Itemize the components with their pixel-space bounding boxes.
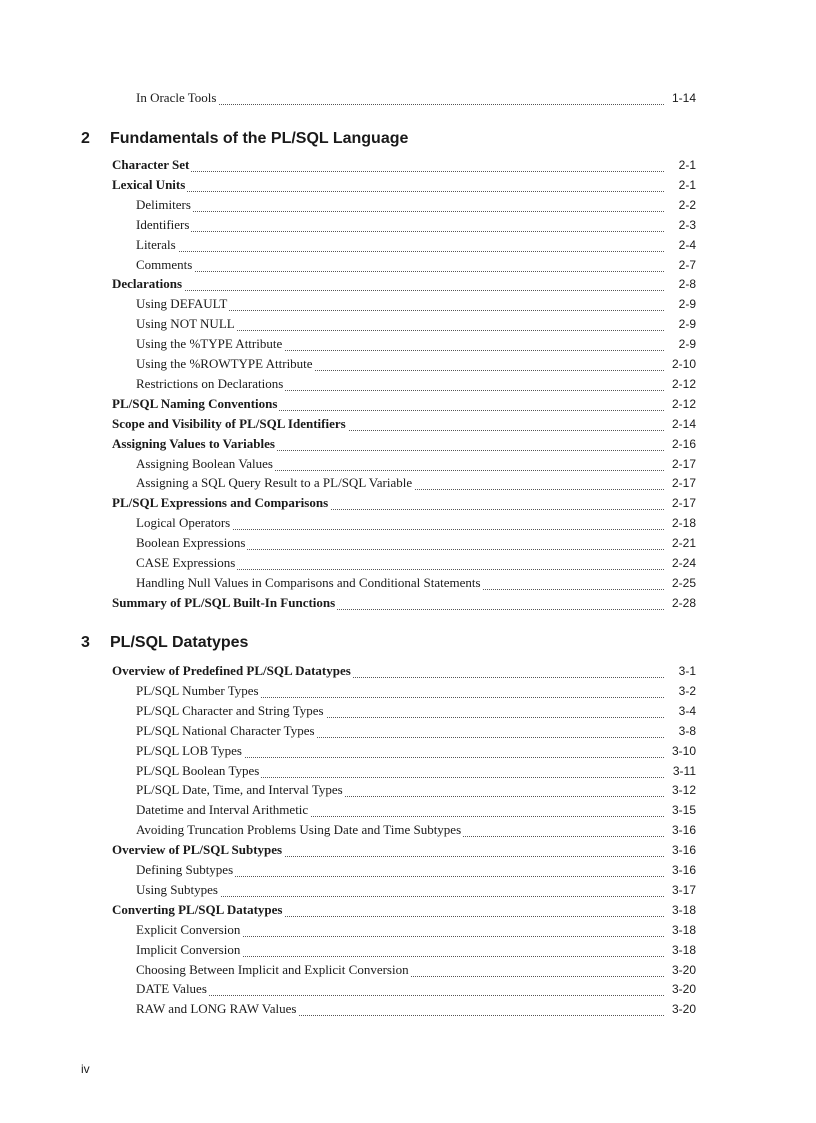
toc-entry-page: 2-2: [679, 195, 696, 215]
toc-entry-page: 2-9: [679, 314, 696, 334]
toc-entry[interactable]: [0, 741, 816, 761]
toc-entry-page: 3-16: [672, 840, 696, 860]
chapter-heading-3[interactable]: [0, 630, 816, 656]
toc-entry-page: 2-17: [672, 493, 696, 513]
toc-entry-page: 2-17: [672, 454, 696, 474]
toc-entry-page: 2-18: [672, 513, 696, 533]
toc-entry[interactable]: [0, 573, 816, 593]
toc-entry-label: Declarations: [112, 274, 184, 294]
toc-entry-label: Delimiters: [136, 195, 193, 215]
toc-entry-label: DATE Values: [136, 979, 209, 999]
toc-entry-page: 2-25: [672, 573, 696, 593]
toc-entry-page: 3-16: [672, 860, 696, 880]
toc-entry-label: Defining Subtypes: [136, 860, 235, 880]
dot-leader: [114, 288, 664, 291]
dot-leader: [114, 169, 664, 172]
toc-entry-label: PL/SQL LOB Types: [136, 741, 244, 761]
toc-entry[interactable]: [0, 920, 816, 940]
toc-entry[interactable]: [0, 354, 816, 374]
toc-entry[interactable]: [0, 979, 816, 999]
toc-entry[interactable]: [0, 274, 816, 294]
toc-entry-label: Assigning a SQL Query Result to a PL/SQL Variable: [136, 473, 414, 493]
toc-entry[interactable]: [0, 820, 816, 840]
dot-leader: [138, 249, 664, 252]
toc-entry-page: 3-2: [679, 681, 696, 701]
toc-entry-page: 2-21: [672, 533, 696, 553]
toc-entry-label: Using Subtypes: [136, 880, 220, 900]
toc-entry-label: PL/SQL Date, Time, and Interval Types: [136, 780, 345, 800]
toc-entry[interactable]: [0, 553, 816, 573]
toc-entry-label: Implicit Conversion: [136, 940, 242, 960]
toc-entry[interactable]: [0, 294, 816, 314]
toc-entry-label: Comments: [136, 255, 194, 275]
dot-leader: [138, 209, 664, 212]
chapter-number: 2: [81, 130, 90, 147]
toc-entry[interactable]: [0, 493, 816, 513]
toc-entry-label: Using the %TYPE Attribute: [136, 334, 284, 354]
toc-entry[interactable]: [0, 255, 816, 275]
toc-entry-label: Using NOT NULL: [136, 314, 237, 334]
toc-entry-page: 3-15: [672, 800, 696, 820]
toc-entry-label: Overview of Predefined PL/SQL Datatypes: [112, 661, 353, 681]
toc-entry-page: 2-10: [672, 354, 696, 374]
chapter-heading-2[interactable]: [0, 126, 816, 152]
dot-leader: [138, 993, 664, 996]
dot-leader: [138, 269, 664, 272]
toc-entry-page: 2-24: [672, 553, 696, 573]
toc-entry-page: 2-4: [679, 235, 696, 255]
toc-entry[interactable]: [0, 473, 816, 493]
toc-entry-label: Character Set: [112, 155, 191, 175]
toc-entry-label: Identifiers: [136, 215, 191, 235]
toc-entry[interactable]: [0, 533, 816, 553]
toc-entry[interactable]: [0, 593, 816, 613]
toc-entry-page: 3-16: [672, 820, 696, 840]
toc-entry[interactable]: [0, 880, 816, 900]
toc-entry-page: 3-18: [672, 920, 696, 940]
toc-entry-page: 2-14: [672, 414, 696, 434]
toc-entry-page: 2-17: [672, 473, 696, 493]
dot-leader: [138, 229, 664, 232]
toc-entry[interactable]: [0, 454, 816, 474]
toc-entry-page: 3-1: [679, 661, 696, 681]
chapter-title: Fundamentals of the PL/SQL Language: [110, 130, 409, 147]
toc-entry[interactable]: [0, 334, 816, 354]
toc-entry[interactable]: [0, 681, 816, 701]
toc-entry[interactable]: [0, 721, 816, 741]
toc-entry-page: 2-16: [672, 434, 696, 454]
toc-entry-label: PL/SQL Expressions and Comparisons: [112, 493, 330, 513]
toc-entry-page: 2-7: [679, 255, 696, 275]
toc-entry-page: 2-12: [672, 394, 696, 414]
toc-entry-label: PL/SQL National Character Types: [136, 721, 317, 741]
toc-entry-page: 1-14: [672, 88, 696, 108]
toc-entry-label: PL/SQL Character and String Types: [136, 701, 326, 721]
toc-entry-label: In Oracle Tools: [136, 88, 218, 108]
chapter-title: PL/SQL Datatypes: [110, 634, 249, 651]
toc-entry-label: Restrictions on Declarations: [136, 374, 285, 394]
toc-entry-label: Scope and Visibility of PL/SQL Identifiers: [112, 414, 348, 434]
dot-leader: [114, 189, 664, 192]
toc-entry[interactable]: [0, 999, 816, 1019]
toc-entry-label: Converting PL/SQL Datatypes: [112, 900, 284, 920]
toc-entry-label: PL/SQL Naming Conventions: [112, 394, 279, 414]
toc-entry[interactable]: [0, 175, 816, 195]
toc-entry-page: 3-20: [672, 979, 696, 999]
toc-entry-page: 3-18: [672, 900, 696, 920]
toc-entry-page: 3-8: [679, 721, 696, 741]
toc-entry-page: 2-9: [679, 334, 696, 354]
toc-entry[interactable]: [0, 761, 816, 781]
toc-entry-label: Assigning Values to Variables: [112, 434, 277, 454]
toc-entry-label: RAW and LONG RAW Values: [136, 999, 298, 1019]
toc-entry-label: Overview of PL/SQL Subtypes: [112, 840, 284, 860]
toc-entry[interactable]: [0, 215, 816, 235]
toc-entry[interactable]: [0, 780, 816, 800]
toc-entry-page: 2-9: [679, 294, 696, 314]
toc-entry-label: CASE Expressions: [136, 553, 237, 573]
toc-entry[interactable]: [0, 394, 816, 414]
toc-entry[interactable]: [0, 661, 816, 681]
toc-entry-page: 3-12: [672, 780, 696, 800]
toc-entry[interactable]: [0, 434, 816, 454]
toc-entry-page: 3-4: [679, 701, 696, 721]
chapter-number: 3: [81, 634, 90, 651]
toc-entry-label: Using DEFAULT: [136, 294, 229, 314]
toc-entry-label: Literals: [136, 235, 178, 255]
toc-entry-label: Boolean Expressions: [136, 533, 247, 553]
toc-entry-label: Explicit Conversion: [136, 920, 242, 940]
toc-entry[interactable]: [0, 840, 816, 860]
toc-entry-label: Avoiding Truncation Problems Using Date and Time Subtypes: [136, 820, 463, 840]
toc-entry-page: 2-8: [679, 274, 696, 294]
toc-entry[interactable]: [0, 800, 816, 820]
toc-entry[interactable]: [0, 513, 816, 533]
toc-entry-page: 2-3: [679, 215, 696, 235]
toc-entry-label: Handling Null Values in Comparisons and Conditional Statements: [136, 573, 483, 593]
toc-entry[interactable]: [0, 195, 816, 215]
toc-entry-page: 3-17: [672, 880, 696, 900]
toc-entry-label: Lexical Units: [112, 175, 187, 195]
toc-entry-in-oracle-tools[interactable]: [0, 88, 816, 108]
toc-entry[interactable]: [0, 374, 816, 394]
toc-entry-page: 2-1: [679, 155, 696, 175]
toc-entry-label: Using the %ROWTYPE Attribute: [136, 354, 315, 374]
toc-entry[interactable]: [0, 960, 816, 980]
toc-entry-page: 3-20: [672, 999, 696, 1019]
toc-entry-label: Logical Operators: [136, 513, 232, 533]
toc-entry[interactable]: [0, 940, 816, 960]
toc-entry-label: PL/SQL Number Types: [136, 681, 261, 701]
toc-entry-page: 2-1: [679, 175, 696, 195]
page-number: iv: [81, 1062, 90, 1076]
toc-entry[interactable]: [0, 701, 816, 721]
toc-entry[interactable]: [0, 155, 816, 175]
toc-entry-label: Assigning Boolean Values: [136, 454, 275, 474]
toc-entry-label: Summary of PL/SQL Built-In Functions: [112, 593, 337, 613]
toc-entry-page: 3-10: [672, 741, 696, 761]
toc-entry-page: 3-11: [673, 761, 696, 781]
toc-entry-page: 2-28: [672, 593, 696, 613]
toc-entry-page: 3-20: [672, 960, 696, 980]
toc-entry-label: PL/SQL Boolean Types: [136, 761, 261, 781]
toc-entry[interactable]: [0, 900, 816, 920]
toc-entry[interactable]: [0, 860, 816, 880]
toc-entry-label: Datetime and Interval Arithmetic: [136, 800, 310, 820]
toc-entry-label: Choosing Between Implicit and Explicit Conversion: [136, 960, 411, 980]
toc-entry[interactable]: [0, 314, 816, 334]
toc-entry[interactable]: [0, 414, 816, 434]
toc-entry-page: 3-18: [672, 940, 696, 960]
toc-entry[interactable]: [0, 235, 816, 255]
toc-entry-page: 2-12: [672, 374, 696, 394]
